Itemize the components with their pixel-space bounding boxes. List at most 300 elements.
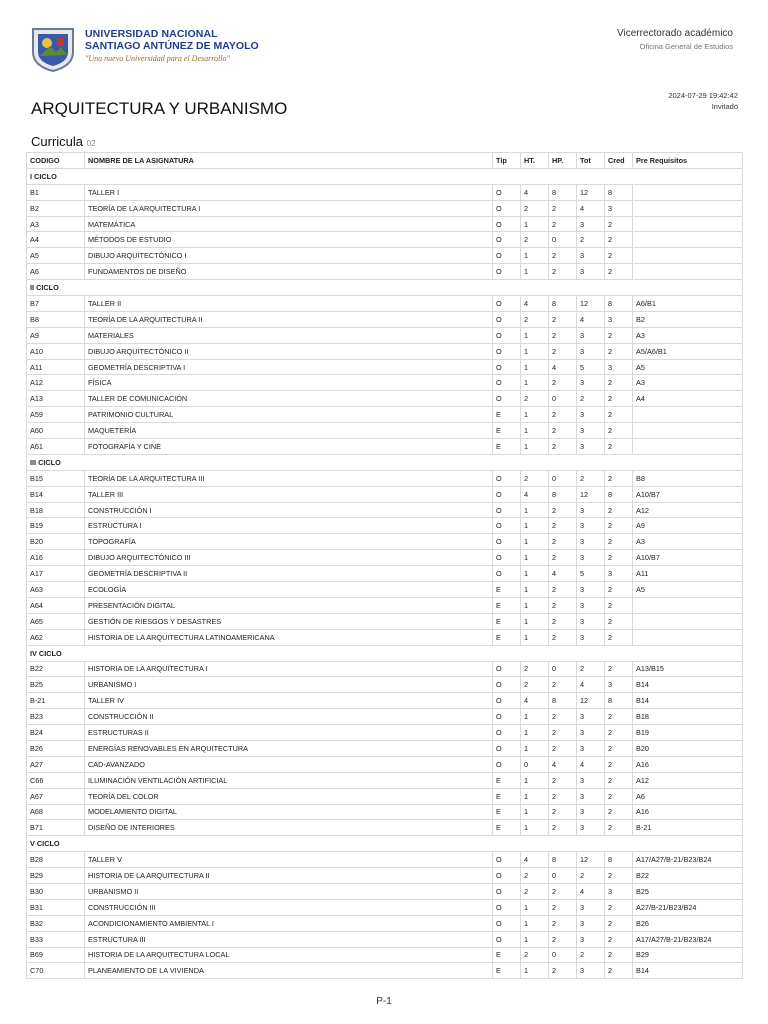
table-cell: 3 [577, 804, 605, 820]
page-title: ARQUITECTURA Y URBANISMO [31, 99, 288, 118]
table-cell: 1 [521, 582, 549, 598]
table-cell: 4 [521, 852, 549, 868]
table-cell: 2 [605, 756, 633, 772]
cycle-row [27, 168, 743, 184]
table-cell: 2 [605, 772, 633, 788]
table-cell: 1 [521, 407, 549, 423]
table-cell: 12 [577, 486, 605, 502]
table-cell: ECOLOGÍA [85, 582, 493, 598]
table-cell: B14 [633, 963, 743, 979]
table-cell: A9 [633, 518, 743, 534]
table-cell: 1 [521, 534, 549, 550]
col-header: HT. [521, 153, 549, 169]
table-cell: 2 [549, 772, 577, 788]
table-row [27, 232, 743, 248]
col-header: Pre Requisitos [633, 153, 743, 169]
table-row [27, 327, 743, 343]
table-cell: A16 [27, 550, 85, 566]
table-cell: 2 [605, 248, 633, 264]
table-cell: B23 [27, 709, 85, 725]
table-cell: A10 [27, 343, 85, 359]
cycle-label: IV CICLO [27, 645, 743, 661]
table-row [27, 709, 743, 725]
table-cell: 0 [549, 391, 577, 407]
table-cell: B8 [27, 311, 85, 327]
table-cell: A4 [633, 391, 743, 407]
table-cell: ESTRUCTURA I [85, 518, 493, 534]
table-cell: 2 [549, 264, 577, 280]
office-name: Vicerrectorado académico [617, 28, 733, 39]
table-header-row [27, 153, 743, 169]
table-cell: 2 [549, 311, 577, 327]
table-cell: TALLER IV [85, 693, 493, 709]
table-row [27, 868, 743, 884]
table-cell: B32 [27, 915, 85, 931]
table-cell: 2 [549, 518, 577, 534]
table-cell: 1 [521, 502, 549, 518]
table-cell: 3 [605, 883, 633, 899]
table-cell: 2 [549, 804, 577, 820]
table-cell: 4 [577, 311, 605, 327]
table-row [27, 184, 743, 200]
table-cell: MATERIALES [85, 327, 493, 343]
table-cell: ENERGÍAS RENOVABLES EN ARQUITECTURA [85, 740, 493, 756]
table-cell: O [493, 931, 521, 947]
table-cell: 1 [521, 804, 549, 820]
table-row [27, 677, 743, 693]
table-cell: 2 [521, 661, 549, 677]
table-cell: 0 [549, 661, 577, 677]
table-row [27, 407, 743, 423]
university-name-line2: SANTIAGO ANTÚNEZ DE MAYOLO [85, 40, 259, 52]
table-cell: B22 [633, 868, 743, 884]
table-row [27, 582, 743, 598]
table-cell: 8 [605, 852, 633, 868]
page-number: P-1 [376, 996, 392, 1007]
university-name-line1: UNIVERSIDAD NACIONAL [85, 28, 218, 40]
table-row [27, 629, 743, 645]
table-cell: O [493, 200, 521, 216]
table-cell: 1 [521, 439, 549, 455]
table-row [27, 788, 743, 804]
table-cell: 1 [521, 963, 549, 979]
table-row [27, 470, 743, 486]
table-cell: A62 [27, 629, 85, 645]
table-cell [633, 216, 743, 232]
table-cell: 2 [605, 613, 633, 629]
table-cell: 2 [549, 327, 577, 343]
table-cell: 2 [521, 200, 549, 216]
table-cell: 0 [549, 947, 577, 963]
table-cell: 2 [549, 931, 577, 947]
table-cell: HISTORIA DE LA ARQUITECTURA I [85, 661, 493, 677]
table-cell: DIBUJO ARQUITECTÓNICO III [85, 550, 493, 566]
table-cell: O [493, 915, 521, 931]
table-cell: A17 [27, 566, 85, 582]
table-cell: 3 [577, 375, 605, 391]
table-cell: 4 [577, 756, 605, 772]
table-cell: 2 [605, 470, 633, 486]
table-cell: E [493, 788, 521, 804]
table-cell: B2 [633, 311, 743, 327]
table-cell: 1 [521, 597, 549, 613]
col-header: CODIGO [27, 153, 85, 169]
table-cell: 3 [577, 915, 605, 931]
table-cell: 3 [605, 566, 633, 582]
table-cell: 2 [521, 391, 549, 407]
table-cell: 3 [577, 248, 605, 264]
table-cell: 2 [605, 327, 633, 343]
table-cell: B14 [633, 693, 743, 709]
table-cell: 12 [577, 852, 605, 868]
table-cell: O [493, 343, 521, 359]
table-cell: 3 [577, 725, 605, 741]
table-cell: B7 [27, 296, 85, 312]
table-cell: 1 [521, 899, 549, 915]
col-header: Tot [577, 153, 605, 169]
table-cell: 2 [605, 963, 633, 979]
table-cell: 2 [549, 820, 577, 836]
subtitle-text: Curricula [31, 134, 84, 149]
table-cell: B26 [633, 915, 743, 931]
table-cell: A27 [27, 756, 85, 772]
table-cell: 1 [521, 772, 549, 788]
table-cell: A61 [27, 439, 85, 455]
table-cell: 3 [605, 311, 633, 327]
table-cell: O [493, 883, 521, 899]
cycle-row [27, 836, 743, 852]
table-cell: 2 [577, 470, 605, 486]
table-cell: 2 [521, 947, 549, 963]
table-cell: 1 [521, 740, 549, 756]
table-cell: 2 [605, 343, 633, 359]
table-cell: 2 [549, 375, 577, 391]
table-cell: O [493, 327, 521, 343]
table-cell: TOPOGRAFÍA [85, 534, 493, 550]
table-cell: 2 [605, 582, 633, 598]
university-logo [30, 26, 259, 76]
table-cell: A17/A27/B-21/B23/B24 [633, 852, 743, 868]
table-cell: 2 [577, 661, 605, 677]
table-cell: 2 [549, 534, 577, 550]
table-cell: E [493, 597, 521, 613]
table-cell: A10/B7 [633, 486, 743, 502]
table-cell: 5 [577, 359, 605, 375]
table-cell: 2 [577, 868, 605, 884]
table-cell: 2 [605, 868, 633, 884]
table-row [27, 740, 743, 756]
table-cell: 2 [605, 740, 633, 756]
table-cell: 1 [521, 709, 549, 725]
table-cell: 2 [549, 677, 577, 693]
table-cell: 2 [549, 597, 577, 613]
table-cell: O [493, 550, 521, 566]
table-cell: 4 [521, 486, 549, 502]
table-cell [633, 184, 743, 200]
table-cell: MÉTODOS DE ESTUDIO [85, 232, 493, 248]
table-cell: A4 [27, 232, 85, 248]
table-cell: 2 [521, 470, 549, 486]
table-cell: 3 [577, 740, 605, 756]
col-header: HP. [549, 153, 577, 169]
table-cell: A12 [633, 772, 743, 788]
table-cell: A12 [27, 375, 85, 391]
table-cell: 8 [549, 486, 577, 502]
table-cell: 3 [577, 518, 605, 534]
table-cell: B14 [633, 677, 743, 693]
table-cell: 2 [549, 200, 577, 216]
table-cell: 8 [605, 296, 633, 312]
subtitle-code: 02 [86, 139, 96, 148]
table-cell: 2 [549, 550, 577, 566]
table-cell: 1 [521, 343, 549, 359]
table-cell: 2 [605, 947, 633, 963]
table-cell: A3 [633, 534, 743, 550]
table-cell: 3 [605, 200, 633, 216]
table-row [27, 883, 743, 899]
table-cell [633, 248, 743, 264]
table-cell: 3 [577, 820, 605, 836]
table-cell: 2 [605, 899, 633, 915]
table-cell: 2 [605, 725, 633, 741]
table-row [27, 486, 743, 502]
table-cell: 2 [605, 216, 633, 232]
table-cell: 2 [549, 725, 577, 741]
cycle-label: II CICLO [27, 280, 743, 296]
table-cell: 2 [605, 264, 633, 280]
table-cell: E [493, 423, 521, 439]
table-cell: B8 [633, 470, 743, 486]
table-cell: O [493, 502, 521, 518]
table-cell: O [493, 264, 521, 280]
table-row [27, 804, 743, 820]
table-cell [633, 439, 743, 455]
table-cell: A6 [27, 264, 85, 280]
table-cell: O [493, 756, 521, 772]
table-cell: 2 [549, 248, 577, 264]
table-cell: CAD-AVANZADO [85, 756, 493, 772]
table-row [27, 375, 743, 391]
table-cell: 3 [577, 772, 605, 788]
table-cell: 2 [549, 883, 577, 899]
table-cell: TEORÍA DEL COLOR [85, 788, 493, 804]
table-cell: A68 [27, 804, 85, 820]
table-cell: 1 [521, 931, 549, 947]
table-cell: MATEMÁTICA [85, 216, 493, 232]
table-cell: B19 [27, 518, 85, 534]
cycle-label: V CICLO [27, 836, 743, 852]
table-cell: 2 [605, 629, 633, 645]
table-cell [633, 407, 743, 423]
table-cell: B18 [633, 709, 743, 725]
table-cell: 2 [605, 820, 633, 836]
table-cell: 2 [577, 391, 605, 407]
cycle-label: I CICLO [27, 168, 743, 184]
table-cell: A11 [27, 359, 85, 375]
table-cell: ACONDICIONAMIENTO AMBIENTAL I [85, 915, 493, 931]
table-cell: A67 [27, 788, 85, 804]
table-cell: 0 [521, 756, 549, 772]
document-meta [668, 90, 738, 112]
col-header: Cred [605, 153, 633, 169]
cycle-row [27, 280, 743, 296]
table-cell: HISTORIA DE LA ARQUITECTURA LOCAL [85, 947, 493, 963]
table-cell: 2 [549, 439, 577, 455]
table-cell: 3 [577, 534, 605, 550]
table-cell: C66 [27, 772, 85, 788]
table-cell: E [493, 582, 521, 598]
table-cell: 2 [605, 597, 633, 613]
table-cell: A13/B15 [633, 661, 743, 677]
table-cell: 2 [549, 788, 577, 804]
table-cell: 8 [549, 296, 577, 312]
table-cell: 12 [577, 693, 605, 709]
university-motto: "Una nueva Universidad para el Desarrollo" [85, 54, 230, 63]
page-subtitle [31, 134, 96, 149]
table-cell: A27/B-21/B23/B24 [633, 899, 743, 915]
table-cell: O [493, 709, 521, 725]
table-cell: PRESENTACIÓN DIGITAL [85, 597, 493, 613]
table-cell: A60 [27, 423, 85, 439]
table-cell: O [493, 677, 521, 693]
table-cell: B18 [27, 502, 85, 518]
table-row [27, 947, 743, 963]
table-cell: TEORÍA DE LA ARQUITECTURA III [85, 470, 493, 486]
table-cell: CONSTRUCCIÓN III [85, 899, 493, 915]
table-cell: 2 [605, 788, 633, 804]
table-cell: A6/B1 [633, 296, 743, 312]
table-cell: 2 [605, 439, 633, 455]
table-cell: TALLER I [85, 184, 493, 200]
table-cell: O [493, 311, 521, 327]
table-cell: E [493, 407, 521, 423]
table-cell: B14 [27, 486, 85, 502]
table-cell: 1 [521, 725, 549, 741]
table-cell: O [493, 725, 521, 741]
table-row [27, 264, 743, 280]
table-row [27, 423, 743, 439]
table-cell: 3 [577, 502, 605, 518]
table-cell: 2 [605, 661, 633, 677]
table-cell: 2 [549, 613, 577, 629]
table-cell: C70 [27, 963, 85, 979]
table-row [27, 391, 743, 407]
table-cell: 1 [521, 550, 549, 566]
table-cell: A65 [27, 613, 85, 629]
table-cell: E [493, 947, 521, 963]
table-cell: 4 [521, 296, 549, 312]
table-cell: 0 [549, 868, 577, 884]
table-cell: E [493, 613, 521, 629]
table-cell: HISTORIA DE LA ARQUITECTURA LATINOAMERICANA [85, 629, 493, 645]
table-cell: FOTOGRAFÍA Y CINE [85, 439, 493, 455]
table-row [27, 566, 743, 582]
table-cell: 1 [521, 216, 549, 232]
table-cell: A11 [633, 566, 743, 582]
table-cell: 1 [521, 915, 549, 931]
table-cell: 2 [605, 534, 633, 550]
table-cell: GEOMETRÍA DESCRIPTIVA I [85, 359, 493, 375]
table-cell: O [493, 566, 521, 582]
table-cell: E [493, 772, 521, 788]
table-cell: 4 [577, 883, 605, 899]
table-cell: TALLER DE COMUNICACIÓN [85, 391, 493, 407]
table-cell: A3 [633, 327, 743, 343]
table-cell: FUNDAMENTOS DE DISEÑO [85, 264, 493, 280]
table-cell: 2 [605, 804, 633, 820]
table-cell: 2 [521, 232, 549, 248]
table-cell: A13 [27, 391, 85, 407]
table-cell: 1 [521, 264, 549, 280]
table-cell: FÍSICA [85, 375, 493, 391]
table-row [27, 915, 743, 931]
table-cell: 3 [577, 963, 605, 979]
table-cell: O [493, 232, 521, 248]
table-cell [633, 200, 743, 216]
table-cell: 1 [521, 629, 549, 645]
table-row [27, 852, 743, 868]
cycle-label: III CICLO [27, 454, 743, 470]
table-cell [633, 264, 743, 280]
table-cell: A5 [633, 359, 743, 375]
table-cell: O [493, 216, 521, 232]
table-row [27, 725, 743, 741]
table-cell: 1 [521, 518, 549, 534]
table-cell: 2 [605, 423, 633, 439]
table-cell: GESTIÓN DE RIESGOS Y DESASTRES [85, 613, 493, 629]
table-cell: 1 [521, 375, 549, 391]
table-cell: O [493, 518, 521, 534]
table-cell: 1 [521, 566, 549, 582]
table-cell: O [493, 296, 521, 312]
table-cell: 2 [605, 375, 633, 391]
table-cell: O [493, 470, 521, 486]
table-row [27, 248, 743, 264]
table-cell: 8 [549, 184, 577, 200]
table-cell: O [493, 534, 521, 550]
table-cell: 3 [577, 264, 605, 280]
table-cell: 1 [521, 613, 549, 629]
table-cell: 4 [521, 693, 549, 709]
table-row [27, 502, 743, 518]
table-cell: MODELAMIENTO DIGITAL [85, 804, 493, 820]
table-row [27, 534, 743, 550]
table-cell: O [493, 661, 521, 677]
table-cell: 0 [549, 232, 577, 248]
table-cell: 2 [521, 883, 549, 899]
timestamp: 2024-07-29 19:42:42 [668, 91, 738, 100]
table-cell: 8 [549, 852, 577, 868]
table-cell: TALLER II [85, 296, 493, 312]
table-cell: 2 [549, 216, 577, 232]
cycle-row [27, 645, 743, 661]
table-cell: TEORÍA DE LA ARQUITECTURA I [85, 200, 493, 216]
table-row [27, 439, 743, 455]
table-cell: 2 [549, 423, 577, 439]
table-cell: E [493, 629, 521, 645]
table-cell: 1 [521, 788, 549, 804]
table-cell: HISTORIA DE LA ARQUITECTURA II [85, 868, 493, 884]
table-cell: 4 [549, 359, 577, 375]
table-cell: 5 [577, 566, 605, 582]
table-cell: DISEÑO DE INTERIORES [85, 820, 493, 836]
table-cell: O [493, 391, 521, 407]
table-cell: 3 [577, 216, 605, 232]
table-row [27, 296, 743, 312]
office-block [617, 28, 733, 51]
table-cell: 2 [549, 899, 577, 915]
table-row [27, 899, 743, 915]
